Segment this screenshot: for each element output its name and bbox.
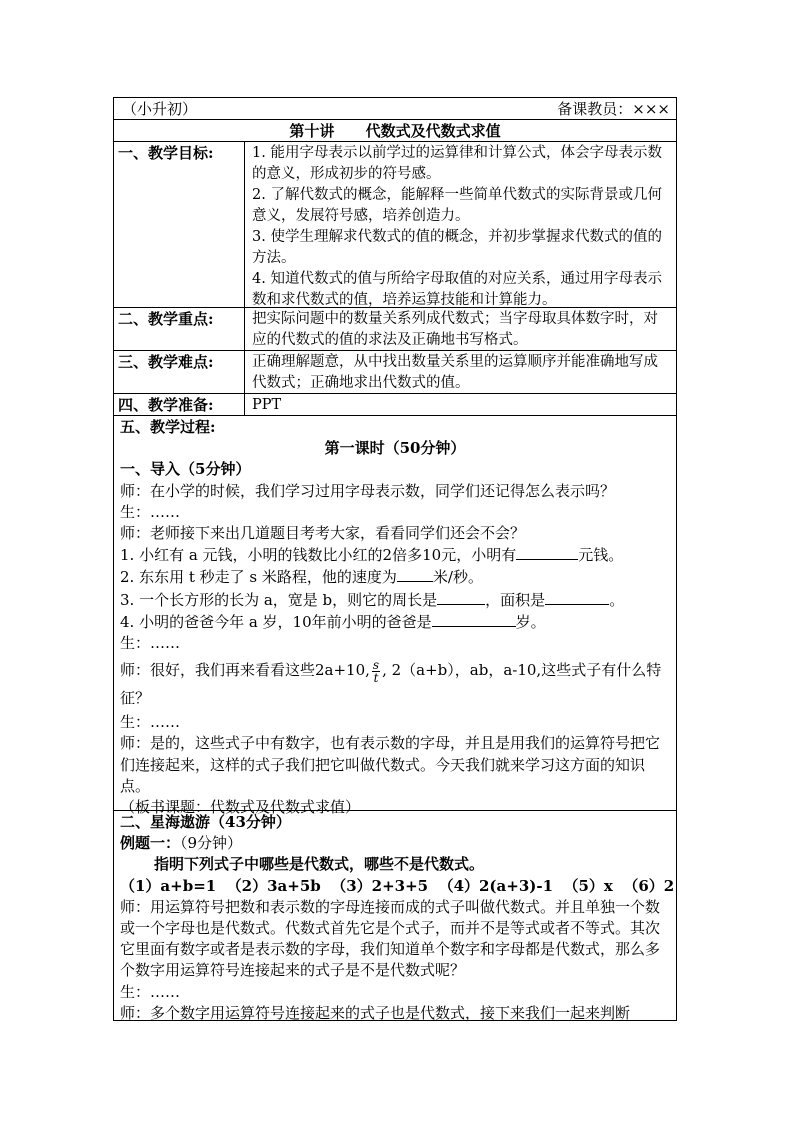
answer-blank xyxy=(516,544,578,560)
teacher-explanation: 师：是的，这些式子中有数字，也有表示数的字母，并且是用我们的运算符号把它们连接起来，这样的式子我们把它叫做代数式。今天我们就来学习这方面的知识点。 xyxy=(120,734,661,795)
title-row xyxy=(113,119,677,141)
answer-blank xyxy=(432,611,516,627)
objective-item: 4. 知道代数式的值与所给字母取值的对应关系，通过用字母表示数和求代数式的值，培养运算技能和计算能力。 xyxy=(252,271,662,308)
question-text: 2. 东东用 t 秒走了 s 米路程，他的速度为 xyxy=(120,568,397,587)
teacher-explanation: 师：用运算符号把数和表示数的字母连接而成的式子叫做代数式。并且单独一个数或一个字母也是代数式。代数式首先它是个式子，而并不是等式或者不等式。其次它里面有数字或者是表示数的字母，我们知道单个数字和字母都是代数式，那么多个数字用运算符号连接起来的式子是不是代数式呢？ xyxy=(120,897,661,980)
example-options xyxy=(120,876,675,897)
section2-row xyxy=(113,810,677,1021)
difficulties-label: 三、教学难点: xyxy=(114,351,245,393)
option-item: （6）2 xyxy=(623,876,675,895)
question-text: 3. 一个长方形的长为 a，宽是 b，则它的周长是 xyxy=(120,590,438,609)
grade-label: （小升初） xyxy=(122,100,198,118)
question-1 xyxy=(120,544,670,566)
objective-item: 1. 能用字母表示以前学过的运算律和计算公式，体会字母表示数的意义，形成初步的符号感。 xyxy=(252,145,662,182)
objectives-row xyxy=(113,141,677,307)
fraction-s-over-t xyxy=(372,659,380,684)
preparation-row xyxy=(113,393,677,415)
teacher-line: 师：老师接下来出几道题目考考大家，看看同学们还会不会？ xyxy=(120,524,526,543)
session-title: 第一课时（50分钟） xyxy=(324,439,466,458)
question-2 xyxy=(120,566,670,588)
teacher-text: , 2（a+b），ab，a-10,这些式子有什么特征？ xyxy=(120,661,662,708)
option-item: （3）2+3+5 xyxy=(331,876,429,895)
option-item: （1）a+b=1 xyxy=(120,876,217,895)
example-header xyxy=(120,833,670,854)
question-4 xyxy=(120,611,670,633)
example-question: 指明下列式子中哪些是代数式，哪些不是代数式。 xyxy=(154,855,485,874)
section2-heading: 二、星海遨游（43分钟） xyxy=(120,813,291,831)
key-points-row xyxy=(113,307,677,350)
student-line: 生：…… xyxy=(120,502,181,521)
example-time: （9分钟） xyxy=(180,834,243,853)
objective-item: 3. 使学生理解求代数式的值的概念，并初步掌握求代数式的值的方法。 xyxy=(252,229,662,266)
question-text: 岁。 xyxy=(515,612,546,631)
answer-blank xyxy=(397,566,433,582)
fraction-numerator: s xyxy=(372,657,380,672)
option-item: （2）3a+5b xyxy=(226,876,321,895)
question-text: 4. 小明的爸爸今年 a 岁，10年前小明的爸爸是 xyxy=(120,612,432,631)
student-line: 生：…… xyxy=(120,713,181,732)
objectives-content xyxy=(246,142,676,307)
question-text: 。 xyxy=(609,590,625,609)
student-line: 生：…… xyxy=(120,634,181,653)
option-item: （5）x xyxy=(563,876,613,895)
question-3 xyxy=(120,589,670,611)
difficulties-row xyxy=(113,350,677,393)
option-item: （4）2(a+3)-1 xyxy=(438,876,554,895)
header-row xyxy=(113,97,677,119)
teacher-question-line xyxy=(120,656,670,712)
preparation-label: 四、教学准备: xyxy=(114,394,245,415)
key-points-text: 把实际问题中的数量关系列成代数式；当字母取具体数字时，对应的代数式的值的求法及正确地书写格式。 xyxy=(252,311,658,348)
teacher-line: 师：在小学的时候，我们学习过用字母表示数，同学们还记得怎么表示吗？ xyxy=(120,481,616,500)
example-label: 例题一： xyxy=(120,834,181,853)
student-line: 生：…… xyxy=(120,982,181,1001)
board-title: （板书课题：代数式及代数式求值） xyxy=(120,798,361,817)
question-text: 1. 小红有 a 元钱，小明的钱数比小红的2倍多10元，小明有 xyxy=(120,546,517,565)
teacher-text: 师：很好，我们再来看看这些2a+10, xyxy=(120,661,370,680)
difficulties-text: 正确理解题意，从中找出数量关系里的运算顺序并能准确地写成代数式；正确地求出代数式的值。 xyxy=(252,354,658,391)
intro-heading: 一、导入（5分钟） xyxy=(120,460,251,479)
preparation-text: PPT xyxy=(252,397,282,413)
teacher-label: 备课教员：××× xyxy=(557,100,670,118)
fraction-denominator: t xyxy=(373,670,379,685)
lesson-title: 第十讲 代数式及代数式求值 xyxy=(289,122,501,140)
objective-item: 2. 了解代数式的概念，能解释一些简单代数式的实际背景或几何意义，发展符号感，培养创造力。 xyxy=(252,187,662,224)
process-label: 五、教学过程: xyxy=(120,418,216,436)
question-text: 米/秒。 xyxy=(432,568,483,587)
question-text: ，面积是 xyxy=(485,590,546,609)
key-points-label: 二、教学重点: xyxy=(114,308,245,350)
process-row xyxy=(113,415,677,817)
answer-blank xyxy=(545,589,609,605)
question-text: 元钱。 xyxy=(578,546,624,565)
answer-blank xyxy=(437,589,485,605)
objectives-label: 一、教学目标: xyxy=(114,142,245,307)
teacher-explanation: 师：多个数字用运算符号连接起来的式子也是代数式，接下来我们一起来判断 xyxy=(120,1003,631,1022)
